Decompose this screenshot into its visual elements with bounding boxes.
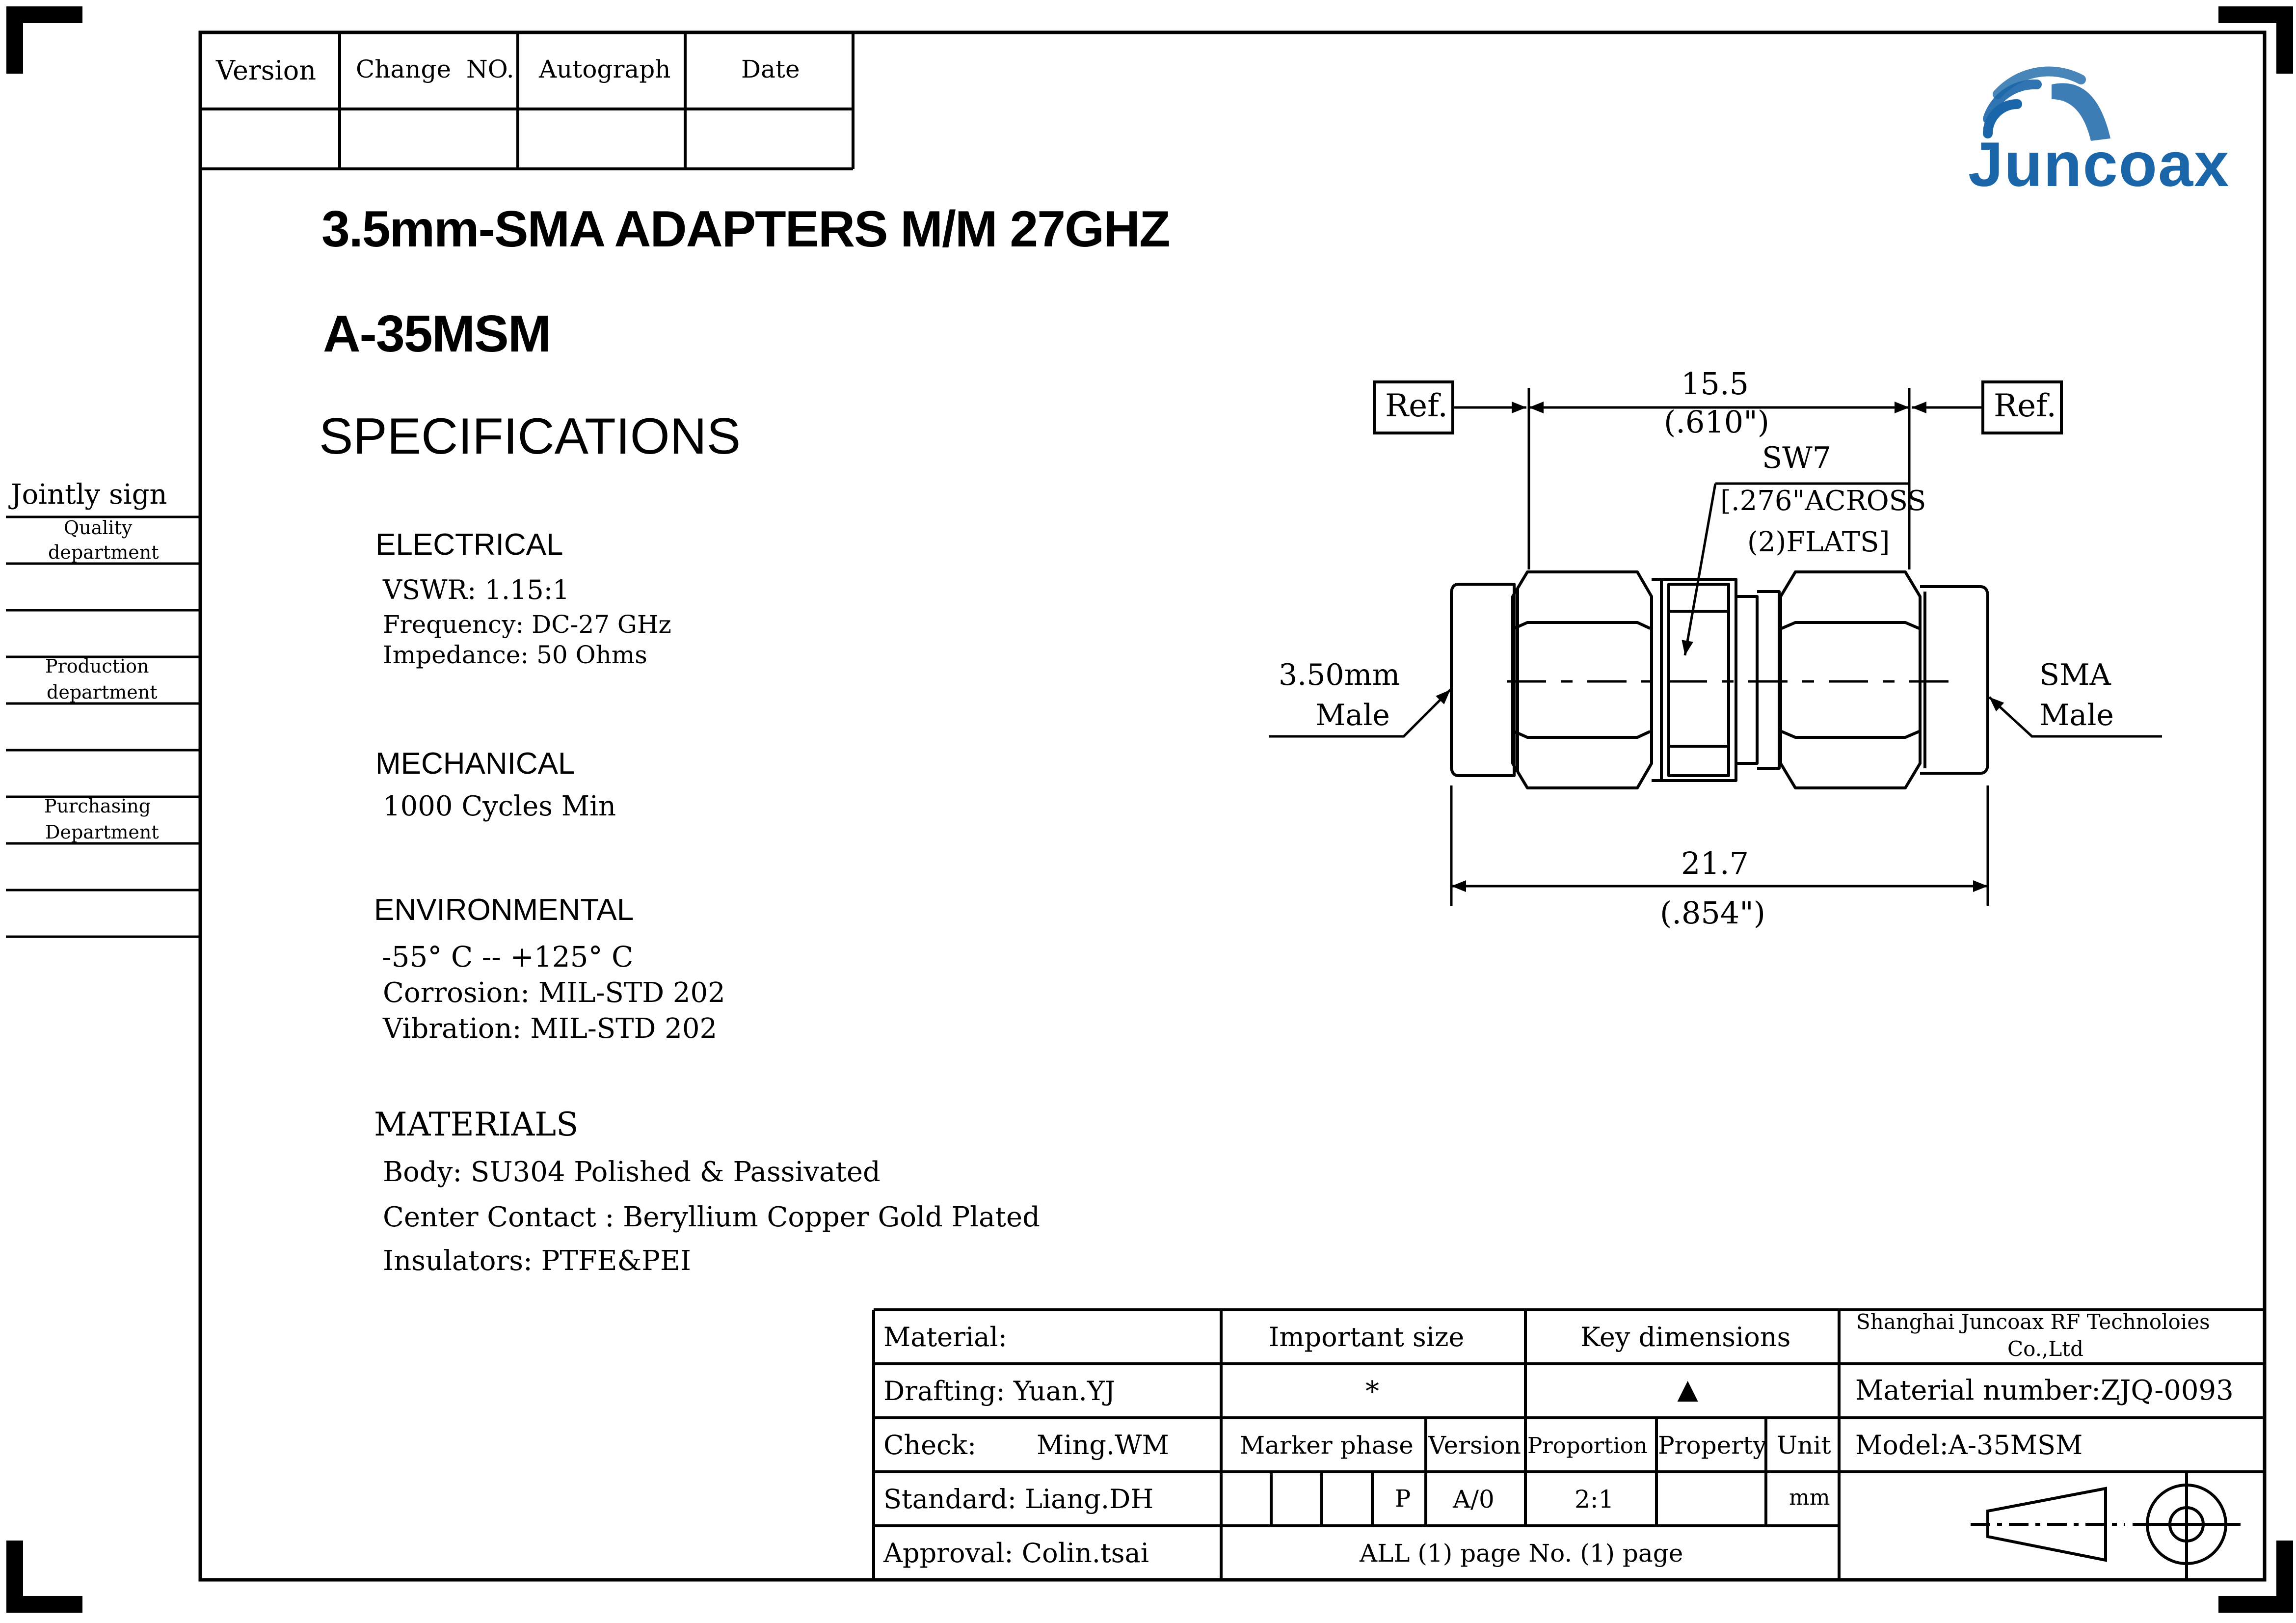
adapter-outline (1451, 572, 1988, 788)
tb-proportion-label: Proportion (1527, 1433, 1648, 1459)
tb-phase-p: P (1395, 1485, 1411, 1513)
materials-line: Center Contact : Beryllium Copper Gold Plated (383, 1201, 1040, 1233)
materials-heading: MATERIALS (374, 1106, 579, 1143)
tb-unit-label: Unit (1777, 1431, 1831, 1460)
environmental-line: -55° C -- +125° C (382, 940, 634, 974)
ref-label-right: Ref. (1994, 388, 2056, 424)
tb-proportion-value: 2:1 (1575, 1485, 1614, 1514)
tb-material-number: Material number:ZJQ-0093 (1855, 1375, 2234, 1407)
electrical-line: Frequency: DC-27 GHz (383, 610, 671, 639)
wrench-size-detail: [.276"ACROSS (1720, 485, 1926, 517)
department-label: Quality (64, 517, 133, 539)
ref-label-left: Ref. (1385, 388, 1448, 424)
tb-property-label: Property (1658, 1431, 1767, 1460)
dimension-lines (1269, 382, 2162, 906)
department-label: Purchasing (44, 795, 151, 817)
materials-line: Insulators: PTFE&PEI (383, 1245, 691, 1277)
product-title: 3.5mm-SMA ADAPTERS M/M 27GHZ (321, 201, 1170, 258)
tb-approval: Approval: Colin.tsai (883, 1538, 1149, 1569)
materials-line: Body: SU304 Polished & Passivated (383, 1156, 881, 1188)
jointly-sign-title: Jointly sign (11, 479, 167, 511)
department-label: department (47, 681, 158, 703)
specifications-heading: SPECIFICATIONS (319, 408, 741, 465)
revision-header-autograph: Autograph (539, 55, 671, 83)
tb-company: Shanghai Juncoax RF Technoloies (1856, 1310, 2210, 1334)
electrical-line: VSWR: 1.15:1 (383, 574, 570, 605)
mechanical-line: 1000 Cycles Min (383, 790, 616, 822)
revision-header-change: Change (356, 55, 452, 83)
side-panel-lines (6, 517, 200, 937)
wrench-size-label: SW7 (1762, 441, 1831, 475)
tb-unit-value: mm (1789, 1485, 1830, 1510)
tb-version-label: Version (1428, 1431, 1521, 1460)
left-connector-label: Male (1315, 698, 1390, 732)
revision-header-date: Date (741, 55, 800, 83)
tb-key-symbol: ▲ (1670, 1370, 1706, 1409)
part-number: A-35MSM (323, 305, 551, 363)
environmental-heading: ENVIRONMENTAL (374, 893, 634, 927)
revision-header-no: NO. (466, 55, 514, 83)
dim-overall-in: (.854") (1660, 895, 1765, 931)
tb-check-label: Check: (883, 1430, 977, 1461)
tb-model: Model:A-35MSM (1855, 1430, 2083, 1461)
right-connector-label: Male (2039, 698, 2114, 732)
tb-version-value: A/0 (1453, 1485, 1495, 1514)
dim-overall-mm: 21.7 (1681, 845, 1749, 881)
tb-material: Material: (883, 1322, 1007, 1352)
department-label: Department (45, 821, 159, 843)
department-label: department (48, 541, 159, 563)
revision-table-lines (200, 32, 853, 169)
tb-important-size: Important size (1269, 1322, 1465, 1352)
tb-key-dimensions: Key dimensions (1580, 1322, 1791, 1352)
environmental-line: Corrosion: MIL-STD 202 (383, 977, 725, 1009)
tb-drafting: Drafting: Yuan.YJ (883, 1376, 1116, 1407)
tb-pages: ALL (1) page No. (1) page (1360, 1539, 1683, 1568)
tb-marker-phase: Marker phase (1240, 1431, 1414, 1460)
projection-symbol (1971, 1470, 2241, 1578)
mechanical-heading: MECHANICAL (375, 747, 575, 781)
revision-header-version: Version (216, 55, 317, 86)
department-label: Production (45, 655, 149, 677)
tb-important-symbol: * (1365, 1376, 1379, 1407)
logo-wordmark: Juncoax (1968, 130, 2230, 200)
tb-check-name: Ming.WM (1037, 1430, 1169, 1461)
right-connector-label: SMA (2039, 658, 2111, 692)
electrical-heading: ELECTRICAL (375, 528, 563, 562)
dim-length-mm: 15.5 (1681, 366, 1749, 402)
tb-company: Co.,Ltd (2007, 1337, 2084, 1361)
tb-standard: Standard: Liang.DH (883, 1484, 1154, 1515)
left-connector-label: 3.50mm (1279, 658, 1400, 692)
dim-length-in: (.610") (1664, 404, 1769, 440)
environmental-line: Vibration: MIL-STD 202 (383, 1013, 718, 1045)
wrench-size-detail: (2)FLATS] (1747, 526, 1890, 558)
electrical-line: Impedance: 50 Ohms (383, 641, 647, 669)
